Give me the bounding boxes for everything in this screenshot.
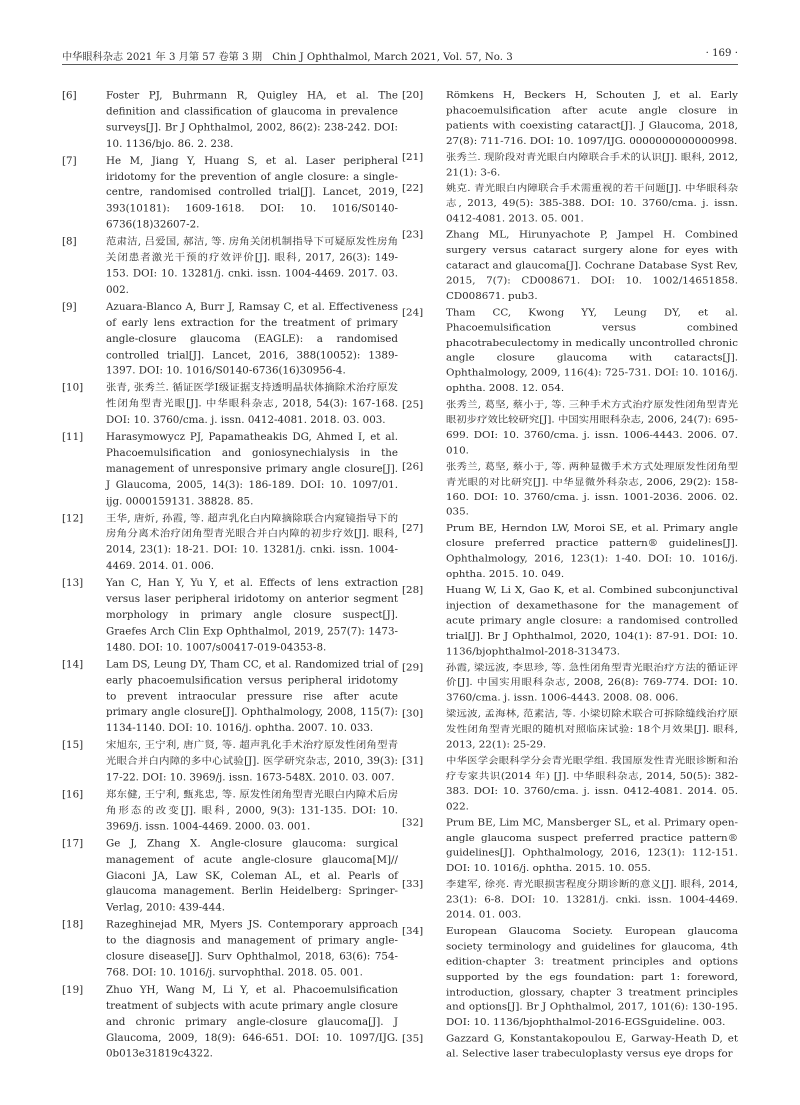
reference-entry <box>402 181 738 227</box>
reference-text: 范肃洁, 吕爱国, 郝洁, 等. 房角关闭机制指导下可疑原发性房角关闭患者激光干预的疗效评价[J]. 眼科, 2017, 26(3): 149-153. DOI: 10. 13281/j. cnki. issn. 1004-4469. 2017. 03. 002. <box>106 236 398 296</box>
reference-entry <box>62 380 398 428</box>
reference-entry <box>402 521 738 582</box>
reference-entry <box>62 299 398 379</box>
reference-number: [29] <box>402 662 424 673</box>
reference-entry <box>62 576 398 656</box>
reference-number: [23] <box>402 229 424 241</box>
reference-entry <box>62 511 398 575</box>
reference-number: [33] <box>402 879 424 890</box>
reference-text: Harasymowycz PJ, Papamatheakis DG, Ahmed I, et al. Phacoemulsification and goniosynechialysis in the management of unresponsive primary angle closure[J]. J Glaucoma, 2005, 14(3): 186-189. DOI: 10. 1097/01. ijg. 0000159131. 38828. 85. <box>106 431 398 507</box>
reference-number: [14] <box>62 658 84 671</box>
reference-number: [20] <box>402 89 424 101</box>
reference-entry <box>402 754 738 815</box>
reference-column-right <box>402 88 738 1062</box>
reference-number: [18] <box>62 919 84 931</box>
reference-text: 孙霞, 梁远波, 李思珍, 等. 急性闭角型青光眼治疗方法的循证评价[J]. 中国实用眼科杂志, 2008, 26(8): 769-774. DOI: 10. 3760/cma. j. issn. 1006-4443. 2008. 08. 006. <box>446 662 738 704</box>
reference-entry <box>62 153 398 233</box>
reference-text: Lam DS, Leung DY, Tham CC, et al. Randomized trial of early phacoemulsification versus peripheral iridotomy to prevent intraocular pressure rise after acute primary angle closure[J]. Ophthalmology, 2008, 115(7): 1134-1140. DOI: 10. 1016/j. ophtha. 2007. 10. 033. <box>106 658 398 735</box>
reference-entry <box>402 815 738 876</box>
reference-number: [31] <box>402 755 424 767</box>
reference-entry <box>402 150 738 180</box>
reference-text: 张秀兰. 现阶段对青光眼白内障联合手术的认识[J]. 眼科, 2012, 21(1): 3-6. <box>446 151 738 178</box>
reference-text: European Glaucoma Society. European glaucoma society terminology and guidelines for glaucoma, 4th edition-chapter 3: treatment principles and options supported by the egs foundation: part 1: foreword, introduction, glossary, chapter 3 treatment principles and options[J]. Br J Ophthalmol, 2017, 101(6): 130-195. DOI: 10. 1136/bjophthalmol-2016-EGSguideline. 003. <box>446 925 738 1029</box>
reference-entry <box>402 305 738 396</box>
reference-number: [11] <box>62 431 84 443</box>
reference-entry <box>62 429 398 509</box>
reference-entry <box>402 1032 738 1062</box>
reference-text: 郑东健, 王宁利, 甄兆忠, 等. 原发性闭角型青光眼白内障术后房角形态的改变[J]. 眼科, 2000, 9(3): 131-135. DOI: 10. 3969/j. issn. 1004-4469. 2000. 03. 001. <box>106 788 398 833</box>
reference-text: Ge J, Zhang X. Angle-closure glaucoma: surgical management of acute angle-closure glaucoma[M]// Giaconi JA, Law SK, Coleman AL, et al. Pearls of glaucoma management. Berlin Heidelberg: Springer-Verlag, 2010: 439-444. <box>106 837 398 914</box>
reference-number: [6] <box>62 89 77 102</box>
reference-text: 中华医学会眼科学分会青光眼学组. 我国原发性青光眼诊断和治疗专家共识(2014 年) [J]. 中华眼科杂志, 2014, 50(5): 382-383. DOI: 10. 3760/cma. j. issn. 0412-4081. 2014. 05. 022. <box>446 755 738 812</box>
reference-number: [7] <box>62 154 77 167</box>
reference-entry <box>62 234 398 298</box>
reference-text: Azuara-Blanco A, Burr J, Ramsay C, et al. Effectiveness of early lens extraction for the treatment of primary angle-closure glaucoma (EAGLE): a randomised controlled trial[J]. Lancet, 2016, 388(10052): 1389-1397. DOI: 10. 1016/S0140-6736(16)30956-4. <box>106 301 398 377</box>
reference-entry <box>402 660 738 706</box>
reference-number: [35] <box>402 1033 424 1045</box>
reference-text: 张秀兰, 葛坚, 蔡小于, 等. 三种手术方式治疗原发性闭角型青光眼初步疗效比较研究[J]. 中国实用眼科杂志, 2006, 24(7): 695-699. DOI: 10. 3760/cma. j. issn. 1006-4443. 2006. 07. 010. <box>446 399 738 456</box>
reference-text: Prum BE, Lim MC, Mansberger SL, et al. Primary open-angle glaucoma suspect preferred practice pattern® guidelines[J]. Ophthalmology, 2016, 123(1): 112-151. DOI: 10. 1016/j. ophtha. 2015. 10. 055. <box>446 817 738 874</box>
reference-number: [25] <box>402 399 424 411</box>
reference-entry <box>62 982 398 1062</box>
reference-text: Razeghinejad MR, Myers JS. Contemporary approach to the diagnosis and management of primary angle-closure disease[J]. Surv Ophthalmol, 2018, 63(6): 754-768. DOI: 10. 1016/j. survophthal. 2018. 05. 001. <box>106 919 398 979</box>
reference-number: [8] <box>62 236 77 248</box>
reference-text: 李建军, 徐亮. 青光眼损害程度分期诊断的意义[J]. 眼科, 2014, 23(1): 6-8. DOI: 10. 13281/j. cnki. issn. 1004-4469. 2014. 01. 003. <box>446 879 738 921</box>
reference-entry <box>402 707 738 753</box>
reference-number: [30] <box>402 708 424 720</box>
reference-entry <box>62 787 398 835</box>
reference-text: Yan C, Han Y, Yu Y, et al. Effects of lens extraction versus laser peripheral iridotomy on anterior segment morphology in primary angle closure suspect[J]. Graefes Arch Clin Exp Ophthalmol, 2019, 257(7): 1473-1480. DOI: 10. 1007/s00417-019-04353-8. <box>106 577 398 654</box>
reference-entry <box>402 459 738 520</box>
reference-number: [24] <box>402 306 424 318</box>
reference-text: He M, Jiang Y, Huang S, et al. Laser peripheral iridotomy for the prevention of angle closure: a single-centre, randomised controlled trial[J]. Lancet, 2019, 393(10181): 1609-1618. DOI: 10. 1016/S0140-6736(18)32607-2. <box>106 154 398 231</box>
reference-entry <box>62 88 398 152</box>
reference-number: [22] <box>402 183 424 194</box>
reference-text: 张秀兰, 葛坚, 蔡小于, 等. 两种显微手术方式处理原发性闭角型青光眼的对比研究[J]. 中华显微外科杂志, 2006, 29(2): 158-160. DOI: 10. 3760/cma. j. issn. 1001-2036. 2006. 02. 035. <box>446 461 738 518</box>
reference-number: [16] <box>62 788 84 801</box>
header-rule <box>62 64 738 65</box>
reference-number: [34] <box>402 925 424 937</box>
reference-text: Zhuo YH, Wang M, Li Y, et al. Phacoemulsification treatment of subjects with acute primary angle closure and chronic primary angle-closure glaucoma[J]. J Glaucoma, 2009, 18(9): 646-651. DOI: 10. 1097/IJG. 0b013e31819c4322. <box>106 984 398 1060</box>
reference-number: [9] <box>62 301 77 313</box>
reference-entry <box>402 924 738 1031</box>
reference-entry <box>62 657 398 737</box>
reference-number: [26] <box>402 461 424 472</box>
reference-text: Foster PJ, Buhrmann R, Quigley HA, et al. The definition and classification of glaucoma in prevalence surveys[J]. Br J Ophthalmol, 2002, 86(2): 238-242. DOI: 10. 1136/bjo. 86. 2. 238. <box>106 89 398 150</box>
reference-number: [19] <box>62 984 84 996</box>
reference-text: 姚克. 青光眼白内障联合手术需重视的若干问题[J]. 中华眼科杂志, 2013, 49(5): 385-388. DOI: 10. 3760/cma. j. issn. 0412-4081. 2013. 05. 001. <box>446 183 738 225</box>
reference-text: Prum BE, Herndon LW, Moroi SE, et al. Primary angle closure preferred practice pattern® guidelines[J]. Ophthalmology, 2016, 123(1): 1-40. DOI: 10. 1016/j. ophtha. 2015. 10. 049. <box>446 523 738 580</box>
running-header <box>62 48 738 64</box>
reference-text: 宋旭东, 王宁利, 唐广贤, 等. 超声乳化手术治疗原发性闭角型青光眼合并白内障的多中心试验[J]. 医学研究杂志, 2010, 39(3): 17-22. DOI: 10. 3969/j. issn. 1673-548X. 2010. 03. 007. <box>106 739 398 784</box>
reference-number: [15] <box>62 739 84 752</box>
reference-entry <box>62 917 398 981</box>
reference-entry <box>402 583 738 659</box>
reference-number: [28] <box>402 584 424 596</box>
journal-citation-header: 中华眼科杂志 2021 年 3 月第 57 卷第 3 期 Chin J Ophthalmol, March 2021, Vol. 57, No. 3 <box>62 52 513 63</box>
reference-entry <box>402 88 738 149</box>
page-number: · 169 · <box>705 48 738 59</box>
reference-text: Gazzard G, Konstantakopoulou E, Garway-Heath D, et al. Selective laser trabeculoplasty versus eye drops for <box>446 1033 738 1060</box>
reference-number: [21] <box>402 151 424 163</box>
reference-text: 梁远波, 孟海林, 范素洁, 等. 小梁切除术联合可拆除缝线治疗原发性闭角型青光眼的随机对照临床试验: 18个月效果[J]. 眼科, 2013, 22(1): 25-29. <box>446 708 738 751</box>
reference-entry <box>402 877 738 923</box>
reference-number: [10] <box>62 382 84 394</box>
reference-number: [13] <box>62 577 84 589</box>
reference-entry <box>62 836 398 916</box>
reference-number: [27] <box>402 523 424 534</box>
reference-text: Huang W, Li X, Gao K, et al. Combined subconjunctival injection of dexamethasone for the management of acute primary angle closure: a randomised controlled trial[J]. Br J Ophthalmol, 2020, 104(1): 87-91. DOI: 10. 1136/bjophthalmol-2018-313473. <box>446 584 738 657</box>
reference-column-left <box>62 88 398 1062</box>
reference-number: [32] <box>402 817 424 829</box>
reference-number: [12] <box>62 512 84 524</box>
reference-text: Tham CC, Kwong YY, Leung DY, et al. Phacoemulsification versus combined phacotrabeculectomy in medically uncontrolled chronic angle closure glaucoma with cataracts[J]. Ophthalmology, 2009, 116(4): 725-731. DOI: 10. 1016/j. ophtha. 2008. 12. 054. <box>446 306 738 394</box>
reference-text: 王华, 唐炘, 孙霞, 等. 超声乳化白内障摘除联合内窥镜指导下的房角分离术治疗闭角型青光眼合并白内障的初步疗效[J]. 眼科, 2014, 23(1): 18-21. DOI: 10. 13281/j. cnki. issn. 1004-4469. 2014. 01. 006. <box>106 512 398 572</box>
reference-text: 张青, 张秀兰. 循证医学Ⅰ级证据支持透明晶状体摘除术治疗原发性闭角型青光眼[J]. 中华眼科杂志, 2018, 54(3): 167-168. DOI: 10. 3760/cma. j. issn. 0412-4081. 2018. 03. 003. <box>106 382 398 426</box>
reference-entry <box>402 228 738 304</box>
reference-number: [17] <box>62 837 84 850</box>
reference-text: Römkens H, Beckers H, Schouten J, et al. Early phacoemulsification after acute angle closure in patients with coexisting cataract[J]. J Glaucoma, 2018, 27(8): 711-716. DOI: 10. 1097/IJG. 0000000000000998. <box>446 89 738 147</box>
reference-entry <box>402 397 738 458</box>
reference-entry <box>62 738 398 786</box>
reference-text: Zhang ML, Hirunyachote P, Jampel H. Combined surgery versus cataract surgery alone for eyes with cataract and glaucoma[J]. Cochrane Database Syst Rev, 2015, 7(7): CD008671. DOI: 10. 1002/14651858. CD008671. pub3. <box>446 229 738 302</box>
